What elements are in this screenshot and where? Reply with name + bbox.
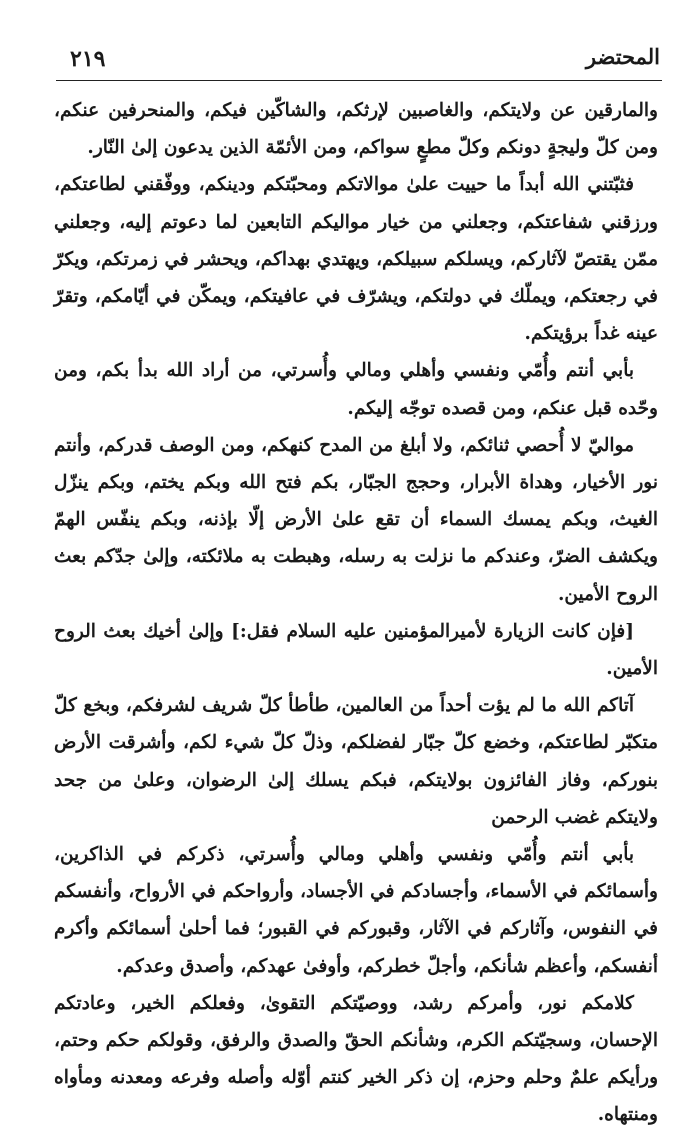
paragraph-7: بأبي أنتم وأُمّي ونفسي وأهلي ومالي وأُسرتي، ذكركم في الذاكرين، وأسمائكم في الأسماء، وأجسادكم في الأجساد، وأرواحكم في الأرواح، وأنفسكم في النفوس، وآثاركم في الآثار، وقبوركم في القبور؛ فما أحلىٰ أسمائكم وأكرم أنفسكم، وأعظم شأنكم، وأجلّ خطركم، وأوفىٰ عهدكم، وأصدق وعدكم. — [54, 844, 658, 977]
paragraph-2: فثبّتني الله أبداً ما حييت علىٰ موالاتكم ومحبّتكم ودينكم، ووفّقني لطاعتكم، ورزقني شفاعتكم، وجعلني من خيار مواليكم التابعين لما دعوتم إليه، وجعلني ممّن يقتصّ لآثاركم، ويسلكم سبيلكم، ويهتدي بهداكم، ويحشر في زمرتكم، ويكرّ في رجعتكم، ويملّك في دولتكم، ويشرّف في عافيتكم، ويمكّن في أيّامكم، وتقرّ عينه غداً برؤيتكم. — [54, 174, 658, 345]
paragraph-3: بأبي أنتم وأُمّي ونفسي وأهلي ومالي وأُسرتي، من أراد الله بدأ بكم، ومن وحّده قبل عنكم، ومن قصده توجّه إليكم. — [54, 360, 658, 419]
paragraph-4: مواليّ لا أُحصي ثنائكم، ولا أبلغ من المدح كنهكم، ومن الوصف قدركم، وأنتم نور الأخيار، وهداة الأبرار، وحجج الجبّار، بكم فتح الله وبكم يختم، وبكم ينزّل الغيث، وبكم يمسك السماء أن تقع علىٰ الأرض إلّا بإذنه، وبكم ينفّس الهمّ ويكشف الضرّ، وعندكم ما نزلت به رسله، وهبطت به ملائكته، وإلىٰ جدّكم بعث الروح الأمين. — [54, 434, 658, 605]
paragraph-5: [فإن كانت الزيارة لأميرالمؤمنين عليه السلام فقل:] وإلىٰ أخيك بعث الروح الأمين. — [54, 620, 658, 680]
paragraph-8: كلامكم نور، وأمركم رشد، ووصيّتكم التقوىٰ، وفعلكم الخير، وعادتكم الإحسان، وسجيّتكم الكرم، وشأنكم الحقّ والصدق والرفق، وقولكم حكم وحتم، ورأيكم علمٌ وحلم وحزم، إن ذكر الخير كنتم أوّله وأصله وفرعه ومعدنه ومأواه ومنتهاه. — [54, 992, 658, 1126]
page-number: ٢١٩ — [70, 46, 106, 72]
page-header — [48, 38, 660, 78]
header-divider — [56, 80, 662, 81]
running-title: المحتضر — [585, 44, 660, 69]
paragraph-1: والمارقين عن ولايتكم، والغاصبين لإرثكم، والشاكّين فيكم، والمنحرفين عنكم، ومن كلّ وليجةٍ دونكم وكلّ مطعٍ سواكم، ومن الأئمّة الذين يدعون إلىٰ النّار. — [54, 100, 658, 159]
body-text — [54, 92, 658, 1134]
paragraph-6: آتاكم الله ما لم يؤت أحداً من العالمين، طأطأ كلّ شريف لشرفكم، وبخع كلّ متكبّر لطاعتكم، وخضع كلّ جبّار لفضلكم، وذلّ كلّ شيء لكم، وأشرقت الأرض بنوركم، وفاز الفائزون بولايتكم، فبكم يسلك إلىٰ الرضوان، وعلىٰ من جحد ولايتكم غضب الرحمن — [54, 695, 658, 828]
